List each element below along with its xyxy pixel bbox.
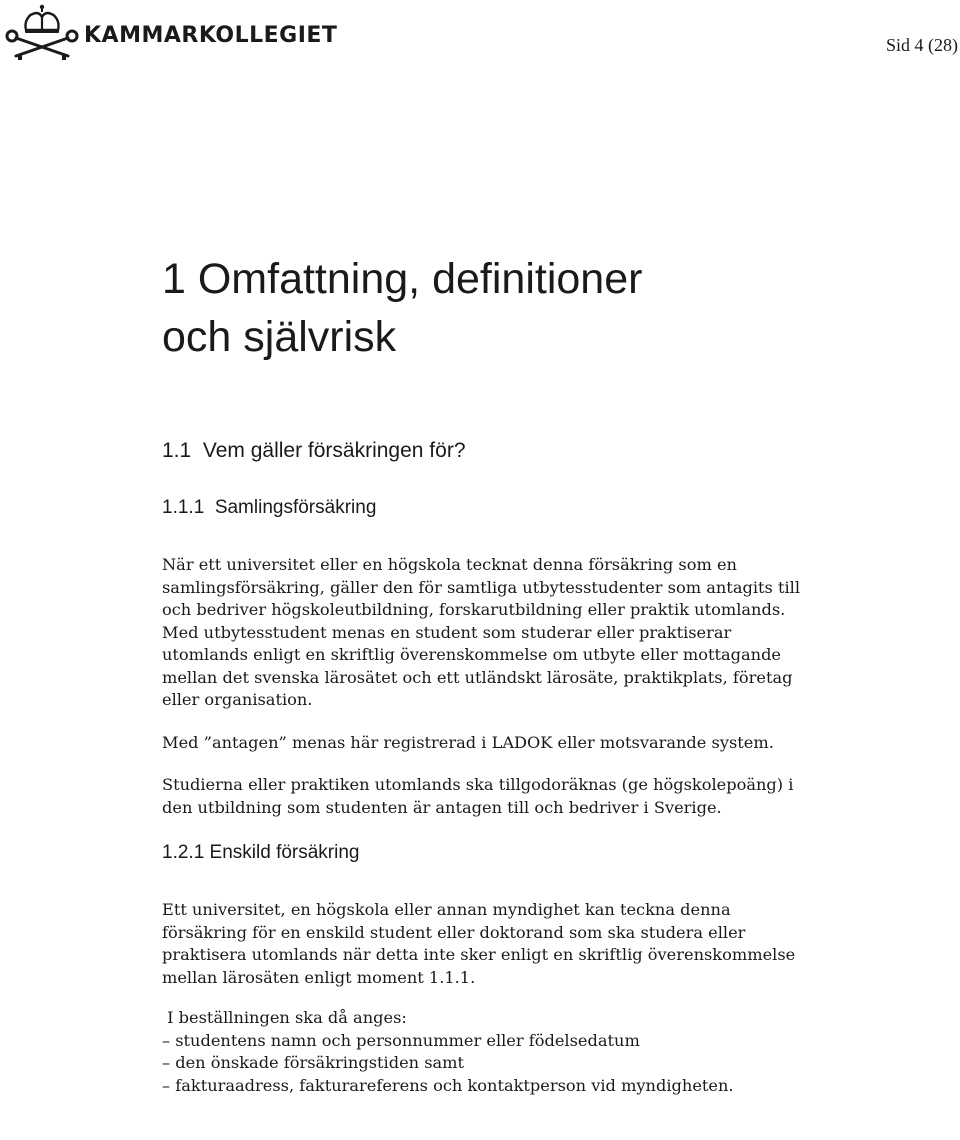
paragraph-antagen-definition: Med ”antagen” menas här registrerad i LADOK eller motsvarande system. bbox=[162, 732, 774, 752]
list-item: – fakturaadress, fakturareferens och kontaktperson vid myndigheten. bbox=[162, 1075, 734, 1095]
chapter-title-line1: 1 Omfattning, definitioner bbox=[162, 255, 643, 303]
section-heading-1-1: 1.1 Vem gäller försäkringen för? bbox=[162, 439, 466, 462]
chapter-title-line2: och självrisk bbox=[162, 313, 397, 361]
brand-name: KAMMARKOLLEGIET bbox=[84, 22, 338, 48]
logo bbox=[4, 4, 337, 62]
section-heading-1-1-1: 1.1.1 Samlingsförsäkring bbox=[162, 497, 377, 518]
list-item: – den önskade försäkringstiden samt bbox=[162, 1053, 465, 1072]
paragraph-tillgodoraknas: Studierna eller praktiken utomlands ska tillgodoräknas (ge högskolepoäng) i den utbildning som studenten är antagen till och bedriver i Sverige. bbox=[162, 775, 794, 817]
paragraph-samlingsforsakring: När ett universitet eller en högskola tecknat denna försäkring som en samlingsförsäkring, gäller den för samtliga utbytesstudenter som antagits till och bedriver högskoleutbildning, forskarutbildning eller praktik utomlands. Med utbytesstudent menas en student som studerar eller praktiserar utomlands enligt en skriftlig överenskommelse om utbyte eller mottagande mellan det svenska lärosätet och ett utländskt lärosäte, praktikplats, företag eller organisation. bbox=[162, 555, 800, 709]
page-number: Sid 4 (28) bbox=[886, 35, 958, 55]
crown-keys-logo-icon bbox=[4, 4, 80, 62]
section-heading-1-2-1: 1.2.1 Enskild försäkring bbox=[162, 842, 360, 863]
paragraph-enskild-forsakring: Ett universitet, en högskola eller annan myndighet kan teckna denna försäkring för en enskild student eller doktorand som ska studera eller praktisera utomlands när detta inte sker enligt en skriftlig överenskommelse mellan lärosäten enligt moment 1.1.1. bbox=[162, 900, 796, 987]
chapter-title bbox=[162, 250, 802, 366]
page-header bbox=[0, 0, 960, 70]
order-requirements-list bbox=[162, 1030, 802, 1098]
list-item: – studentens namn och personnummer eller födelsedatum bbox=[162, 1030, 640, 1050]
document-body bbox=[162, 250, 802, 1097]
order-list-intro: I beställningen ska då anges: bbox=[162, 1008, 407, 1027]
